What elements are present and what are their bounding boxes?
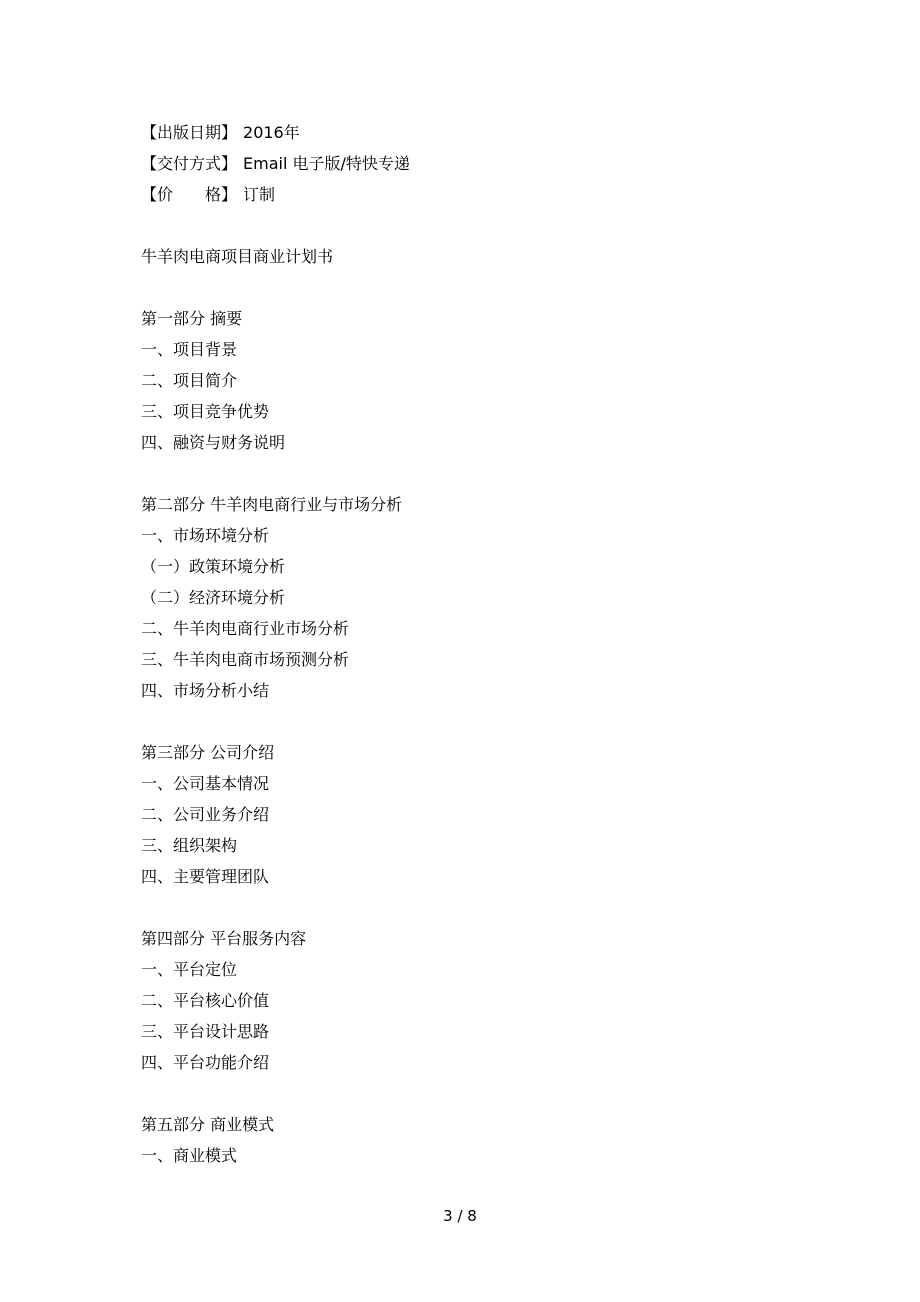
toc-item: 三、平台设计思路	[141, 1022, 270, 1041]
toc-item: 三、牛羊肉电商市场预测分析	[141, 650, 350, 669]
spacer	[141, 210, 801, 241]
meta-label: 【出版日期】	[141, 123, 238, 142]
spacer	[141, 706, 801, 737]
toc-item: 一、商业模式	[141, 1146, 238, 1165]
document-title: 牛羊肉电商项目商业计划书	[141, 247, 334, 266]
toc-item: 一、公司基本情况	[141, 774, 270, 793]
toc-item: 三、组织架构	[141, 836, 238, 855]
toc-item: 一、项目背景	[141, 340, 238, 359]
meta-value: 订制	[243, 185, 276, 204]
meta-label: 【交付方式】	[141, 154, 238, 173]
document-body	[141, 117, 801, 1171]
toc-item: 一、市场环境分析	[141, 526, 270, 545]
section-heading: 第五部分 商业模式	[141, 1115, 275, 1134]
section-heading: 第一部分 摘要	[141, 309, 243, 328]
toc-item: 三、项目竞争优势	[141, 402, 270, 421]
toc-item: 一、平台定位	[141, 960, 238, 979]
toc-item: 四、主要管理团队	[141, 867, 270, 886]
toc-item: 二、公司业务介绍	[141, 805, 270, 824]
spacer	[141, 1078, 801, 1109]
toc-item: 二、牛羊肉电商行业市场分析	[141, 619, 350, 638]
toc-item: 二、平台核心价值	[141, 991, 270, 1010]
section-heading: 第三部分 公司介绍	[141, 743, 275, 762]
meta-label: 【价 格】	[141, 185, 238, 204]
toc-item: 四、市场分析小结	[141, 681, 270, 700]
page-number: 3 / 8	[443, 1207, 477, 1225]
spacer	[141, 458, 801, 489]
section-heading: 第二部分 牛羊肉电商行业与市场分析	[141, 495, 403, 514]
toc-item: 二、项目简介	[141, 371, 238, 390]
toc-item: （一）政策环境分析	[141, 557, 286, 576]
toc-item: （二）经济环境分析	[141, 588, 286, 607]
section-heading: 第四部分 平台服务内容	[141, 929, 307, 948]
spacer	[141, 272, 801, 303]
toc-item: 四、融资与财务说明	[141, 433, 286, 452]
meta-value: 2016年	[243, 123, 300, 142]
toc-item: 四、平台功能介绍	[141, 1053, 270, 1072]
meta-price	[141, 179, 801, 210]
meta-delivery-method	[141, 148, 801, 179]
meta-publish-date	[141, 117, 801, 148]
meta-value: Email 电子版/特快专递	[243, 154, 410, 173]
spacer	[141, 892, 801, 923]
